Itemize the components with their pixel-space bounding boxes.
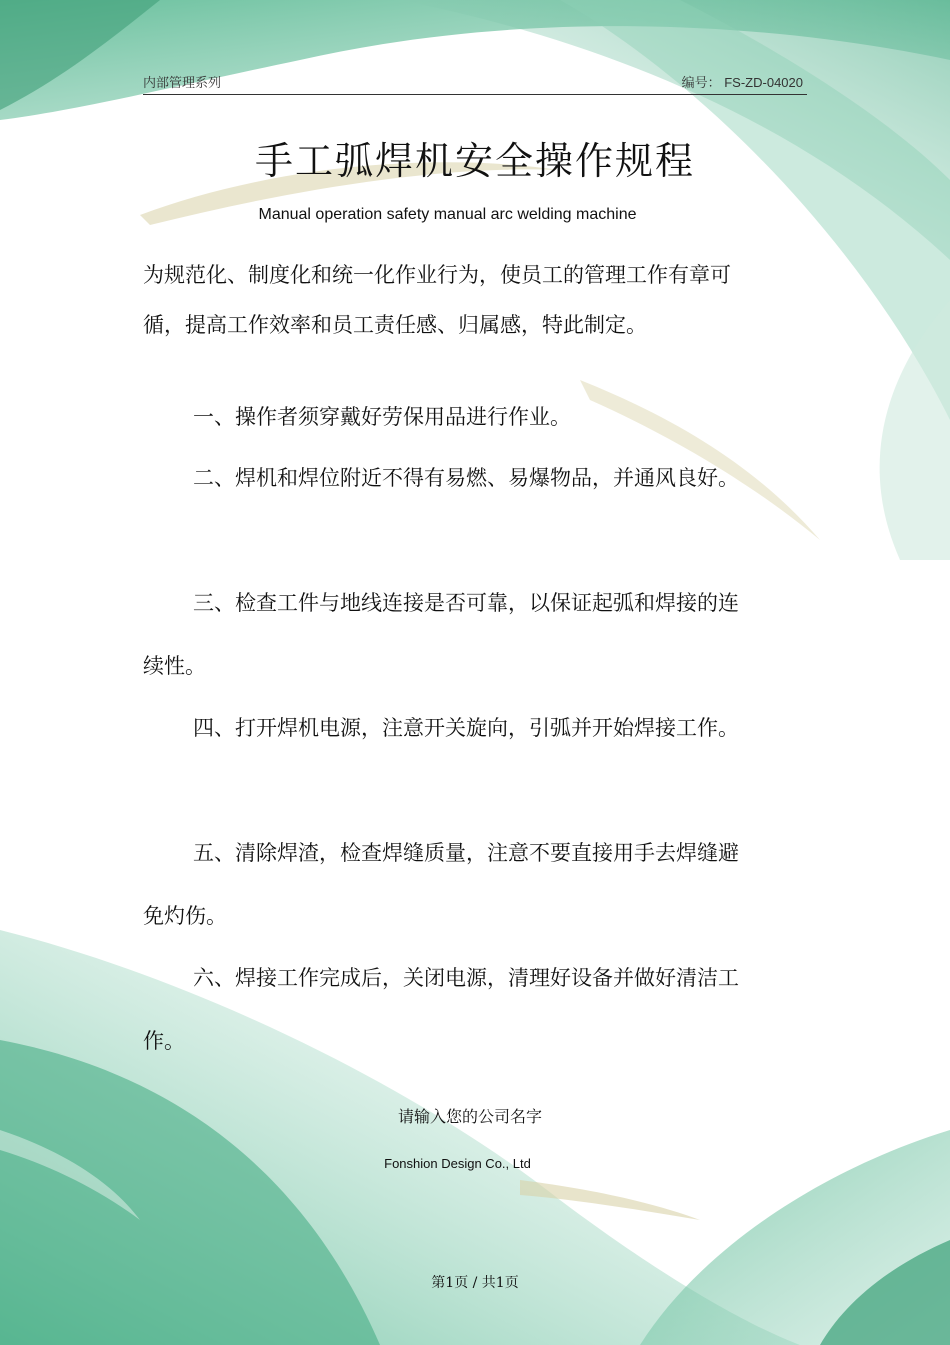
page-indicator: 第1页 / 共1页	[431, 1275, 519, 1291]
intro-paragraph: 为规范化、制度化和统一化作业行为，使员工的管理工作有章可循，提高工作效率和员工责任感、归属感，特此制定。	[143, 263, 731, 337]
rule-item-3: 三、检查工件与地线连接是否可靠，以保证起弧和焊接的连续性。	[143, 591, 739, 678]
rule-item-5: 五、清除焊渣，检查焊缝质量，注意不要直接用手去焊缝避免灼伤。	[143, 841, 739, 928]
rule-item-1: 一、操作者须穿戴好劳保用品进行作业。	[193, 405, 571, 429]
company-name-placeholder: 请输入您的公司名字	[397, 1107, 542, 1126]
rule-item-4: 四、打开焊机电源，注意开关旋向，引弧并开始焊接工作。	[193, 716, 739, 740]
document-subtitle: Manual operation safety manual arc welding machine	[258, 206, 637, 223]
document-number: 编号： FS-ZD-04020	[681, 75, 803, 90]
document-title: 手工弧焊机安全操作规程	[254, 139, 695, 183]
rule-item-6: 六、焊接工作完成后，关闭电源，清理好设备并做好清洁工作。	[143, 966, 739, 1053]
page-header	[143, 70, 807, 95]
rule-item-2: 二、焊机和焊位附近不得有易燃、易爆物品，并通风良好。	[193, 466, 739, 490]
company-name-english: Fonshion Design Co., Ltd	[384, 1156, 531, 1171]
series-label: 内部管理系列	[143, 76, 222, 91]
